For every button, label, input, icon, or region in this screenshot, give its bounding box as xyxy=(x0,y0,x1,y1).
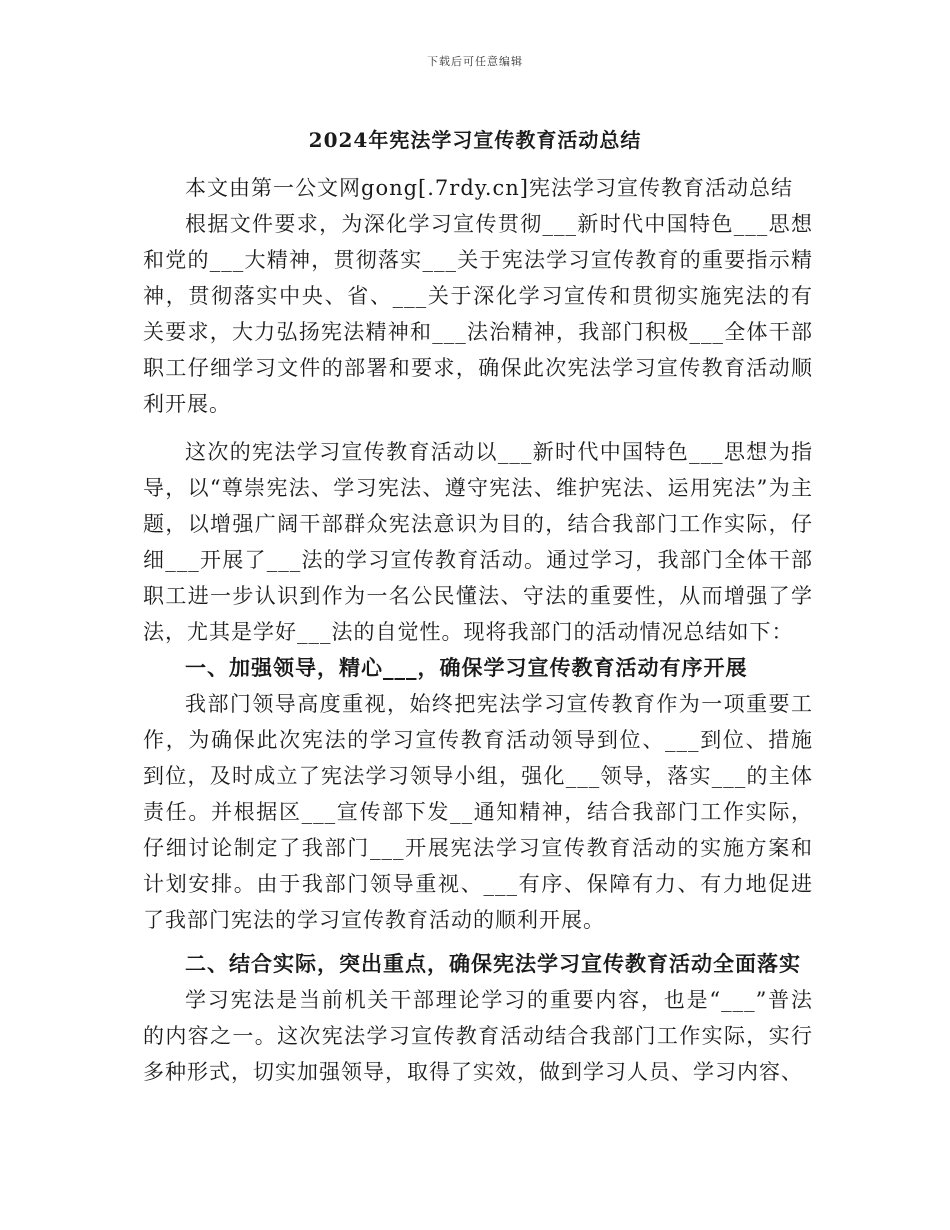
section-1-heading: 一、加强领导，精心___，确保学习宣传教育活动有序开展 xyxy=(185,655,748,680)
section-2-heading: 二、结合实际，突出重点，确保宪法学习宣传教育活动全面落实 xyxy=(185,951,801,976)
section-2-text: 学习宪法是当前机关干部理论学习的重要内容，也是“___”普法的内容之一。这次宪法学习宣传教育活动结合我部门工作实际，实行多种形式，切实加强领导，取得了实效，做到学习人员、学习内容、 xyxy=(143,988,813,1084)
document-body xyxy=(143,170,813,1090)
source-line: 本文由第一公文网gong[.7rdy.cn]宪法学习宣传教育活动总结 xyxy=(185,176,793,200)
document-title: 2024年宪法学习宣传教育活动总结 xyxy=(308,128,642,152)
section-1-text: 我部门领导高度重视，始终把宪法学习宣传教育作为一项重要工作，为确保此次宪法的学习宣传教育活动领导到位、___到位、措施到位，及时成立了宪法学习领导小组，强化___领导，落实___的主体责任。并根据区___宣传部下发__通知精神，结合我部门工作实际，仔细讨论制定了我部门___开展宪法学习宣传教育活动的实施方案和计划安排。由于我部门领导重视、___有序、保障有力、有力地促进了我部门宪法的学习宣传教育活动的顺利开展。 xyxy=(143,692,813,932)
header-note: 下载后可任意编辑 xyxy=(427,55,523,68)
paragraph-intro: 根据文件要求，为深化学习宣传贯彻___新时代中国特色___思想和党的___大精神，贯彻落实___关于宪法学习宣传教育的重要指示精神，贯彻落实中央、省、___关于深化学习宣传和贯彻实施宪法的有关要求，大力弘扬宪法精神和___法治精神，我部门积极___全体干部职工仔细学习文件的部署和要求，确保此次宪法学习宣传教育活动顺利开展。 xyxy=(143,212,813,416)
paragraph-guidance: 这次的宪法学习宣传教育活动以___新时代中国特色___思想为指导，以“尊崇宪法、学习宪法、遵守宪法、维护宪法、运用宪法”为主题，以增强广阔干部群众宪法意识为目的，结合我部门工作实际，仔细___开展了___法的学习宣传教育活动。通过学习，我部门全体干部职工进一步认识到作为一名公民懂法、守法的重要性，从而增强了学法，尤其是学好___法的自觉性。现将我部门的活动情况总结如下： xyxy=(143,440,813,644)
